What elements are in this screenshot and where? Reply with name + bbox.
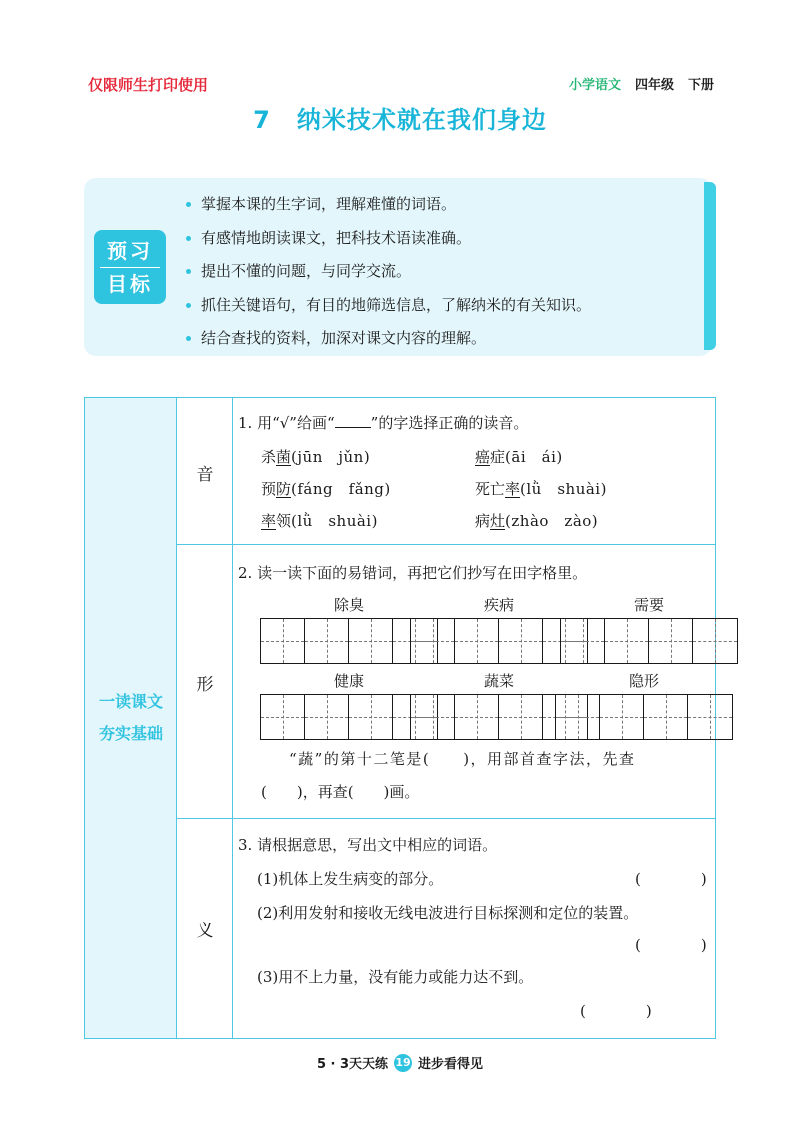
- answer-parentheses[interactable]: ( ): [635, 870, 707, 888]
- badge-top-text: 预习: [107, 238, 153, 263]
- key-column: [177, 398, 233, 1038]
- meaning-item: (2)利用发射和接收无线电波进行目标探测和定位的装置。: [257, 904, 639, 922]
- answer-parentheses[interactable]: ( ): [635, 936, 707, 954]
- lesson-title: [0, 100, 800, 135]
- goal-item: 掌握本课的生字词，理解难懂的词语。: [186, 188, 696, 222]
- term-label: 下册: [687, 78, 714, 93]
- section-column: [85, 398, 177, 1038]
- word-grid-group: 除臭: [260, 594, 438, 664]
- bullet-icon: [186, 269, 191, 274]
- lesson-number: 7: [253, 106, 271, 134]
- course-info: [569, 74, 714, 93]
- page-footer: [0, 1053, 800, 1072]
- key-sound: 音: [196, 465, 214, 485]
- pinyin-item: 死亡率(lǜ shuài): [475, 480, 607, 498]
- bullet-icon: [186, 303, 191, 308]
- tianzige-grid[interactable]: [555, 694, 733, 740]
- stroke-question-line2: ( )，再查( )画。: [261, 783, 420, 801]
- pinyin-item: 预防(fáng fǎng): [261, 480, 391, 498]
- meaning-item: (1)机体上发生病变的部分。: [257, 870, 444, 888]
- preview-goals-badge: [94, 230, 166, 304]
- bullet-icon: [186, 202, 191, 207]
- meaning-question: 3. 请根据意思，写出文中相应的词语。: [238, 836, 498, 854]
- page-number: 19: [394, 1054, 412, 1072]
- grade-label: 四年级: [634, 78, 674, 93]
- subject-label: 小学语文: [568, 78, 621, 93]
- key-meaning: 义: [196, 921, 214, 941]
- meaning-item: (3)用不上力量，没有能力或能力达不到。: [257, 968, 534, 986]
- tianzige-grid[interactable]: [560, 618, 738, 664]
- section-label: 一读课文 夯实基础: [98, 692, 163, 743]
- word-grid-group: 蔬菜: [410, 670, 588, 740]
- row-divider: [177, 818, 715, 819]
- pinyin-item: 率领(lǜ shuài): [261, 512, 378, 530]
- badge-divider: [100, 267, 160, 268]
- sound-question: 1. 用“√”给画“ ”的字选择正确的读音。: [238, 414, 529, 432]
- key-form: 形: [196, 675, 214, 695]
- goals-side-bar: [704, 182, 716, 350]
- lesson-name: 纳米技术就在我们身边: [296, 106, 547, 134]
- pinyin-item: 病灶(zhào zào): [475, 512, 599, 530]
- stroke-question-line1: “蔬”的第十二笔是( )，用部首查字法，先查: [289, 750, 636, 768]
- exercise-table: [84, 397, 716, 1039]
- goal-item: 结合查找的资料，加深对课文内容的理解。: [186, 322, 696, 356]
- goal-item: 有感情地朗读课文，把科技术语读准确。: [186, 222, 696, 256]
- word-grid-group: 隐形: [555, 670, 733, 740]
- pinyin-item: 杀菌(jūn jǔn): [261, 448, 371, 466]
- underline-blank: [335, 416, 371, 428]
- row-divider: [177, 544, 715, 545]
- footer-brand: 5 · 3天天练: [316, 1057, 389, 1072]
- pinyin-item: 癌症(āi ái): [475, 448, 563, 466]
- word-grid-group: 疾病: [410, 594, 588, 664]
- footer-slogan: 进步看得见: [418, 1057, 484, 1072]
- goals-list: [186, 188, 696, 356]
- print-restriction-note: 仅限师生打印使用: [88, 76, 209, 94]
- badge-bottom-text: 目标: [107, 271, 153, 296]
- goal-item: 提出不懂的问题，与同学交流。: [186, 255, 696, 289]
- goal-item: 抓住关键语句，有目的地筛选信息，了解纳米的有关知识。: [186, 289, 696, 323]
- bullet-icon: [186, 336, 191, 341]
- form-question: 2. 读一读下面的易错词，再把它们抄写在田字格里。: [238, 564, 588, 582]
- bullet-icon: [186, 236, 191, 241]
- word-grid-group: 健康: [260, 670, 438, 740]
- word-grid-group: 需要: [560, 594, 738, 664]
- answer-parentheses[interactable]: ( ): [580, 1002, 652, 1020]
